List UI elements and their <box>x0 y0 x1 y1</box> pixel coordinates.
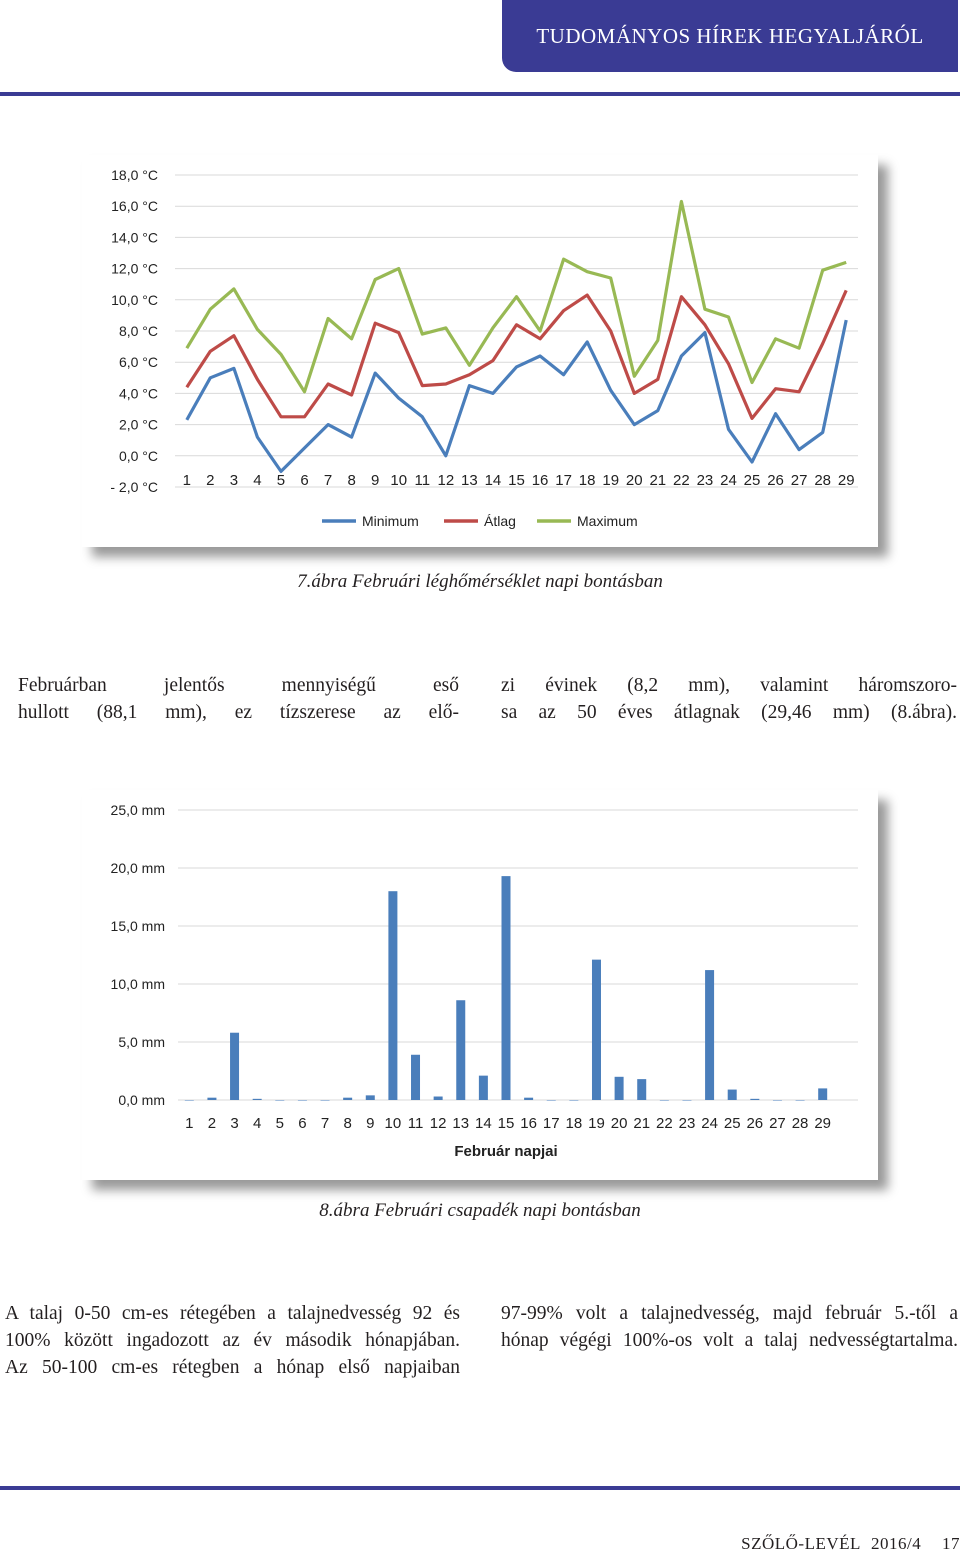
x-tick-label: 19 <box>602 471 620 489</box>
legend-label: Átlag <box>484 513 516 529</box>
x-tick-label: 9 <box>366 1115 375 1132</box>
paragraph1-left-line: Februárban jelentős mennyiségű eső <box>18 675 459 696</box>
temperature-chart <box>82 155 878 547</box>
x-tick-label: 16 <box>520 1115 537 1132</box>
x-tick-label: 5 <box>276 471 286 489</box>
footer-publication: SZŐLŐ-LEVÉL <box>741 1534 861 1553</box>
paragraph1-right-line: sa az 50 éves átlagnak (29,46 mm) (8.ábra). <box>501 702 957 723</box>
precip-bar <box>275 1100 284 1101</box>
x-tick-label: 3 <box>229 471 239 489</box>
x-tick-label: 18 <box>565 1115 583 1132</box>
x-tick-label: 22 <box>673 471 690 489</box>
precip-bar <box>456 1000 465 1100</box>
x-tick-label: 21 <box>633 1115 651 1132</box>
x-tick-label: 15 <box>508 471 525 489</box>
series-line-maximum <box>187 202 846 392</box>
precip-bar <box>818 1088 827 1100</box>
y-tick-label: 5,0 mm <box>118 1034 165 1050</box>
precip-bar <box>321 1100 330 1101</box>
x-tick-label: 24 <box>701 1115 718 1132</box>
y-tick-label: 8,0 °C <box>118 323 158 339</box>
x-tick-label: 25 <box>723 1115 741 1132</box>
x-tick-label: 10 <box>384 1115 402 1132</box>
header-rule <box>0 92 960 96</box>
y-tick-label: 2,0 °C <box>118 416 158 433</box>
header-title: TUDOMÁNYOS HÍREK HEGYALJÁRÓL <box>536 23 924 48</box>
paragraph1-right <box>501 672 957 726</box>
y-tick-label: 4,0 °C <box>118 385 158 402</box>
x-tick-label: 14 <box>484 471 502 489</box>
x-tick-label: 21 <box>649 471 667 489</box>
precip-bar <box>298 1100 307 1101</box>
legend-label: Maximum <box>577 513 638 529</box>
x-tick-label: 6 <box>300 471 309 489</box>
y-tick-label: 12,0 °C <box>111 260 158 277</box>
x-tick-label: 29 <box>814 1115 832 1132</box>
paragraph2-left-line: A talaj 0-50 cm-es rétegében a talajnedvesség 92 és <box>5 1303 460 1324</box>
x-tick-label: 27 <box>790 471 808 489</box>
y-tick-label: 16,0 °C <box>111 198 158 215</box>
precip-bar <box>185 1100 194 1101</box>
y-tick-label: 18,0 °C <box>111 167 158 183</box>
x-tick-label: 23 <box>678 1115 696 1132</box>
x-tick-label: 25 <box>743 471 761 489</box>
y-tick-label: 15,0 mm <box>110 918 165 934</box>
x-tick-label: 26 <box>767 471 784 489</box>
y-tick-label: 0,0 mm <box>118 1092 165 1108</box>
precip-bar <box>388 891 397 1100</box>
y-tick-label: 10,0 °C <box>111 291 158 308</box>
precip-bar <box>547 1100 556 1101</box>
series-line-atlag <box>187 290 846 418</box>
temperature-chart-svg <box>82 155 878 547</box>
precip-bar <box>569 1100 578 1101</box>
x-tick-label: 13 <box>452 1115 470 1132</box>
x-tick-label: 13 <box>461 471 478 489</box>
footer <box>735 1534 960 1554</box>
paragraph1-left-line: hullott (88,1 mm), ez tízszerese az elő- <box>18 702 459 723</box>
x-tick-label: 5 <box>275 1115 284 1132</box>
x-tick-label: 6 <box>298 1115 307 1132</box>
y-tick-label: 6,0 °C <box>118 354 158 371</box>
x-tick-label: 26 <box>746 1115 764 1132</box>
x-tick-label: 18 <box>578 471 596 489</box>
x-tick-label: 8 <box>347 471 356 489</box>
paragraph2-left-line: Az 50-100 cm-es rétegben a hónap első napjaiban <box>5 1357 460 1378</box>
precipitation-chart <box>82 790 878 1180</box>
x-tick-label: 1 <box>182 471 191 489</box>
x-tick-label: 16 <box>531 471 549 489</box>
precip-bar <box>502 876 511 1100</box>
x-tick-label: 24 <box>720 471 737 489</box>
precip-bar <box>660 1100 669 1101</box>
precip-bar <box>411 1055 420 1100</box>
precip-bar <box>253 1099 262 1100</box>
figure7-caption: 7.ábra Februári léghőmérséklet napi bontásban <box>297 571 663 592</box>
precip-bar <box>750 1099 759 1100</box>
x-tick-label: 11 <box>414 471 431 489</box>
legend-label: Minimum <box>362 513 419 529</box>
x-tick-label: 12 <box>429 1115 447 1132</box>
x-tick-label: 29 <box>837 471 855 489</box>
figure8-caption: 8.ábra Februári csapadék napi bontásban <box>319 1200 641 1221</box>
precip-bar <box>682 1100 691 1101</box>
precip-bar <box>479 1076 488 1100</box>
x-tick-label: 4 <box>253 471 262 489</box>
x-tick-label: 3 <box>230 1115 239 1132</box>
paragraph1-right-line: zi évinek (8,2 mm), valamint háromszoro- <box>501 675 957 696</box>
precip-bar <box>366 1095 375 1100</box>
paragraph1-left <box>18 672 459 726</box>
paragraph2-right-line: 97-99% volt a talajnedvesség, majd február 5.-től a <box>501 1303 958 1324</box>
footer-issue: 2016/4 <box>871 1534 922 1553</box>
x-tick-label: 12 <box>437 471 455 489</box>
x-tick-label: 2 <box>207 1115 217 1132</box>
y-tick-label: 0,0 °C <box>118 447 158 464</box>
header-banner <box>502 0 958 72</box>
x-tick-label: 20 <box>610 1115 628 1132</box>
y-tick-label: 14,0 °C <box>111 229 158 246</box>
x-tick-label: 15 <box>497 1115 515 1132</box>
precip-bar <box>343 1098 352 1100</box>
paragraph2-left <box>5 1300 460 1381</box>
x-axis-title: Február napjai <box>454 1143 558 1160</box>
y-tick-label: - 2,0 °C <box>110 479 158 495</box>
x-tick-label: 23 <box>696 471 714 489</box>
x-tick-label: 2 <box>206 471 215 489</box>
paragraph2-right <box>501 1300 958 1354</box>
precip-bar <box>728 1090 737 1100</box>
y-tick-label: 10,0 mm <box>110 976 165 992</box>
page-number: 17 <box>942 1534 960 1553</box>
precip-bar <box>796 1100 805 1101</box>
precipitation-chart-svg <box>82 790 878 1180</box>
x-tick-label: 7 <box>320 1115 330 1132</box>
precip-bar <box>207 1098 216 1100</box>
x-tick-label: 17 <box>542 1115 560 1132</box>
x-tick-label: 28 <box>791 1115 809 1132</box>
precip-bar <box>705 970 714 1100</box>
x-tick-label: 27 <box>769 1115 786 1132</box>
x-tick-label: 28 <box>814 471 832 489</box>
y-tick-label: 25,0 mm <box>110 802 165 818</box>
precip-bar <box>434 1097 443 1100</box>
y-tick-label: 20,0 mm <box>110 860 165 876</box>
x-tick-label: 4 <box>253 1115 262 1132</box>
x-tick-label: 20 <box>625 471 643 489</box>
series-line-minimum <box>187 320 846 471</box>
precip-bar <box>592 960 601 1100</box>
x-tick-label: 11 <box>407 1115 424 1132</box>
precip-bar <box>637 1079 646 1100</box>
paragraph2-right-line: hónap végégi 100%-os volt a talaj nedvességtartalma. <box>501 1330 958 1351</box>
x-tick-label: 19 <box>588 1115 605 1132</box>
precip-bar <box>230 1033 239 1100</box>
paragraph2-left-line: 100% között ingadozott az év második hónapjában. <box>5 1330 460 1351</box>
x-tick-label: 17 <box>555 471 572 489</box>
x-tick-label: 8 <box>343 1115 352 1132</box>
x-tick-label: 9 <box>371 471 380 489</box>
x-tick-label: 22 <box>656 1115 673 1132</box>
x-tick-label: 14 <box>475 1115 492 1132</box>
precip-bar <box>615 1077 624 1100</box>
footer-rule <box>0 1486 960 1490</box>
x-tick-label: 7 <box>323 471 333 489</box>
precip-bar <box>524 1098 533 1100</box>
x-tick-label: 10 <box>390 471 408 489</box>
precip-bar <box>773 1100 782 1101</box>
x-tick-label: 1 <box>185 1115 194 1132</box>
